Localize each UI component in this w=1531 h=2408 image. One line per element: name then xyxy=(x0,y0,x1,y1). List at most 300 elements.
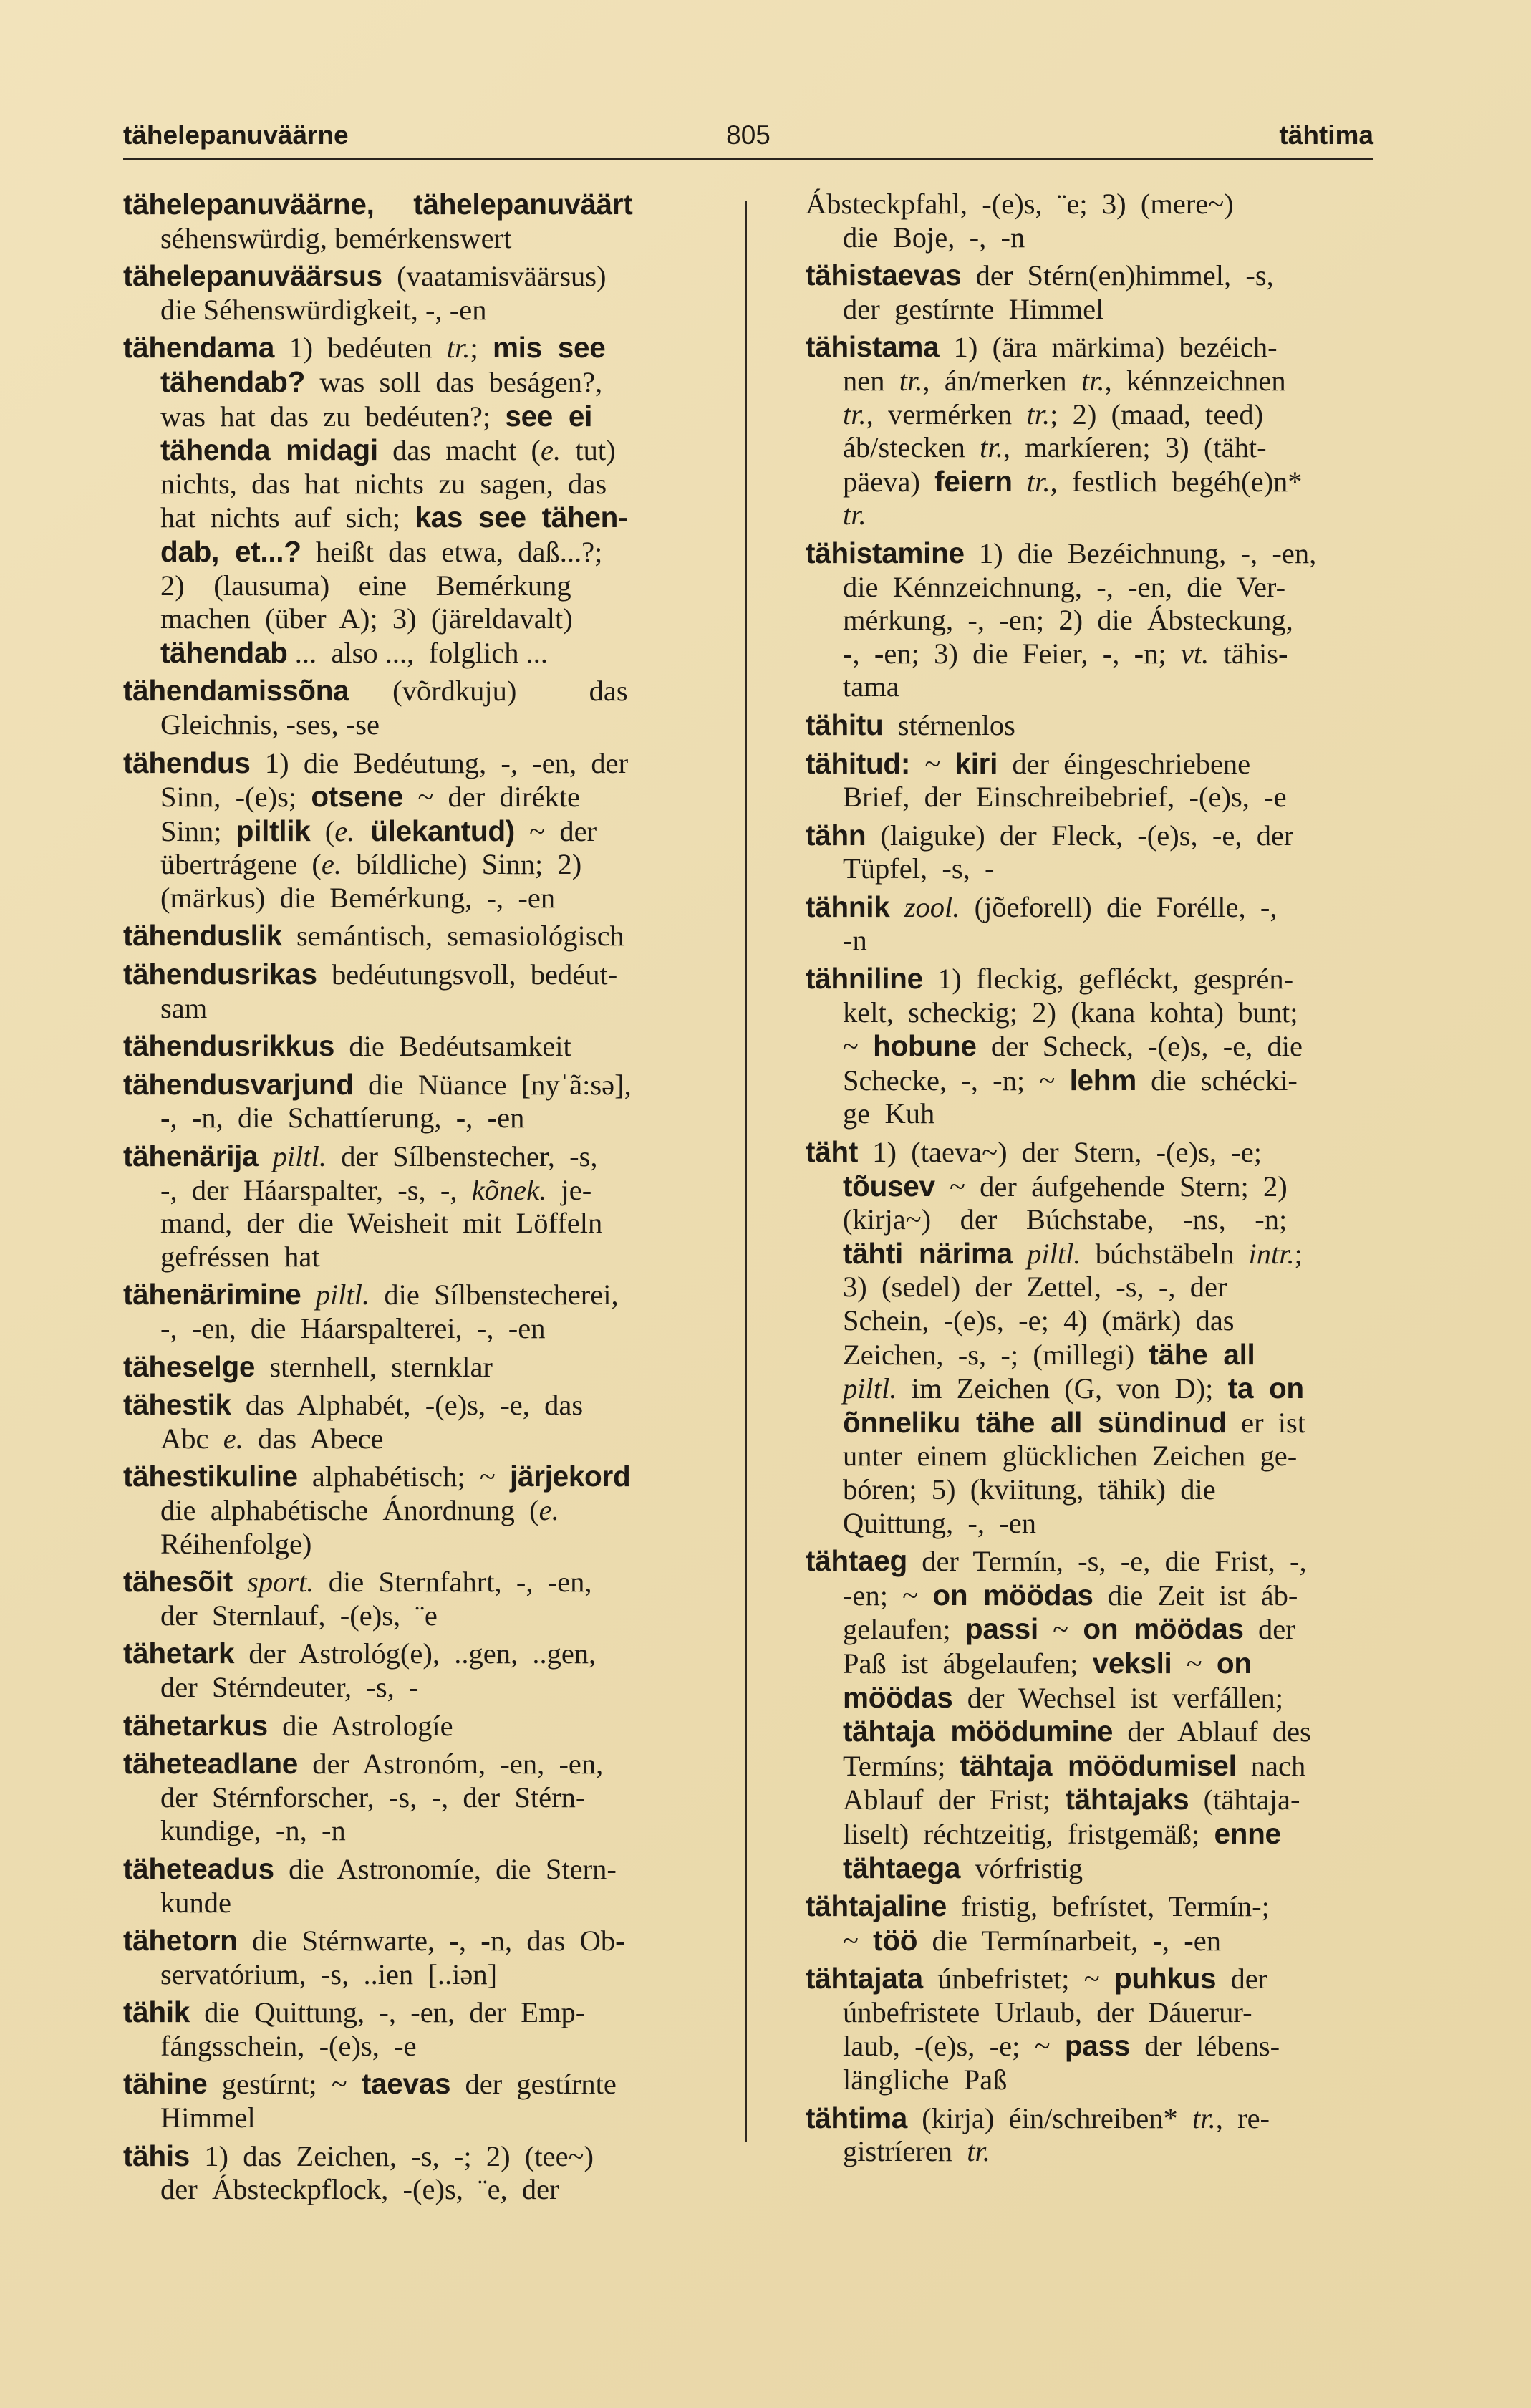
dictionary-entry xyxy=(806,536,1371,704)
entry-continuation-line xyxy=(806,670,1371,704)
definition-text: kundige, -n, -n xyxy=(160,1814,346,1847)
dictionary-entry xyxy=(123,1747,739,1848)
entry-continuation-line xyxy=(806,1029,1371,1064)
entry-continuation-line xyxy=(806,1237,1371,1271)
headword: tähnik xyxy=(806,890,890,923)
definition-text: búchstäbeln xyxy=(1081,1237,1249,1270)
definition-text: tähis- xyxy=(1209,637,1288,670)
label-abbreviation: e. xyxy=(334,814,355,847)
dictionary-entry xyxy=(123,1709,739,1743)
definition-text: (võrdkuju) das xyxy=(349,675,628,708)
definition-text: er ist xyxy=(1226,1406,1306,1439)
dictionary-entry xyxy=(806,1135,1371,1540)
entry-continuation-line xyxy=(123,1207,739,1241)
entry-continuation-line xyxy=(806,1406,1371,1440)
definition-text: Brief, der Einschreibebrief, -(e)s, -e xyxy=(843,781,1287,814)
headword: täheselge xyxy=(123,1349,256,1383)
definition-text: längliche Paß xyxy=(843,2063,1008,2096)
definition-text: was hat das zu bedéuten?; xyxy=(160,400,506,433)
entry-continuation-line xyxy=(123,433,739,468)
definition-text: (kirja) éin/schreiben* xyxy=(907,2101,1193,2134)
headword: tähendus xyxy=(123,746,251,779)
entry-first-line xyxy=(123,1852,739,1887)
definition-text: das Abece xyxy=(243,1422,384,1455)
entry-continuation-line xyxy=(123,2173,739,2207)
headword: dab, et...? xyxy=(160,534,301,568)
entry-continuation-line xyxy=(806,924,1371,958)
definition-text: Zeichen, -s, -; (millegi) xyxy=(843,1338,1149,1371)
entry-continuation-line xyxy=(123,1102,739,1135)
entry-continuation-line xyxy=(123,1241,739,1274)
definition-text: únbefristet; ~ xyxy=(922,1962,1114,1995)
definition-text: Réihenfolge) xyxy=(160,1527,312,1560)
dictionary-entry xyxy=(806,1889,1371,1957)
entry-first-line xyxy=(806,1135,1371,1170)
entry-continuation-line xyxy=(806,293,1371,327)
dictionary-entry xyxy=(123,1995,739,2063)
headword: tähendamissõna xyxy=(123,674,349,708)
entry-first-line xyxy=(806,330,1371,365)
definition-text: ~ xyxy=(910,747,955,780)
definition-text: (tähtaja- xyxy=(1189,1783,1300,1816)
entry-continuation-line xyxy=(806,2029,1371,2063)
entry-continuation-line xyxy=(806,1304,1371,1338)
label-abbreviation: tr. xyxy=(446,332,470,365)
headword: tähetorn xyxy=(123,1924,238,1957)
entry-continuation-line xyxy=(806,604,1371,637)
definition-text: (laiguke) der Fleck, -(e)s, -e, der xyxy=(866,819,1294,852)
entry-first-line xyxy=(123,1388,739,1422)
definition-text: fristig, befrístet, Termín-; xyxy=(947,1890,1270,1923)
label-abbreviation: tr. xyxy=(967,2135,990,2168)
entry-continuation-line xyxy=(806,465,1371,499)
entry-continuation-line xyxy=(806,1097,1371,1131)
definition-text: bedéutungsvoll, bedéut- xyxy=(317,958,618,991)
definition-text xyxy=(1013,1238,1027,1270)
definition-text: die Astronomíe, die Stern- xyxy=(274,1852,617,1885)
definition-text: der Astronóm, -en, -en, xyxy=(298,1748,604,1781)
headword: tähendab? xyxy=(160,365,306,398)
left-column xyxy=(123,188,739,2211)
entry-continuation-line xyxy=(123,1599,739,1633)
entry-continuation-line xyxy=(123,848,739,882)
definition-text: fángsschein, -(e)s, -e xyxy=(160,2029,417,2062)
headword: tähtaja möödumine xyxy=(843,1715,1114,1748)
headword: tähis xyxy=(123,2139,190,2172)
label-abbreviation: tr. xyxy=(1081,364,1105,397)
definition-text: Termíns; xyxy=(843,1749,960,1782)
definition-text: alphabétisch; ~ xyxy=(297,1460,511,1493)
entry-continuation-line xyxy=(123,400,739,434)
label-abbreviation: e. xyxy=(223,1422,243,1455)
entry-first-line xyxy=(123,1278,739,1312)
definition-text: , án/merken xyxy=(922,364,1081,397)
entry-first-line xyxy=(806,188,1371,221)
definition-text: (vaatamisväärsus) xyxy=(382,260,607,293)
definition-text: ; 2) (maad, teed) xyxy=(1050,398,1264,430)
definition-text: 1) das Zeichen, -s, -; 2) (tee~) xyxy=(190,2139,594,2172)
headword: tähenärija xyxy=(123,1140,259,1173)
definition-text: gelaufen; xyxy=(843,1613,965,1646)
headword: tähe all xyxy=(1149,1337,1255,1371)
entry-continuation-line xyxy=(123,780,739,814)
definition-text: ~ xyxy=(1038,1613,1083,1646)
definition-text: 1) (taeva~) der Stern, -(e)s, -e; xyxy=(858,1136,1262,1169)
headword: mis see xyxy=(492,331,606,365)
entry-continuation-line xyxy=(806,1064,1371,1098)
headword: tähelepanuväärne, tähelepanuväärt xyxy=(123,188,633,221)
entry-first-line xyxy=(806,962,1371,996)
headword: enne xyxy=(1214,1816,1281,1850)
headword: täheteadlane xyxy=(123,1747,298,1781)
definition-text xyxy=(233,1566,247,1598)
column-divider xyxy=(745,201,747,2142)
headword: tähenduslik xyxy=(123,919,282,953)
headword: tähestikuline xyxy=(123,1460,298,1493)
dictionary-entry xyxy=(806,890,1371,958)
definition-text: nach xyxy=(1236,1749,1306,1782)
entry-first-line xyxy=(123,188,739,222)
definition-text: der Stérn(en)himmel, -s, xyxy=(961,259,1274,292)
definition-text: der Stérndeuter, -s, - xyxy=(160,1670,419,1703)
dictionary-entry xyxy=(806,2101,1371,2169)
headword: tähtaeg xyxy=(806,1544,907,1578)
headword: tähitud: xyxy=(806,746,911,780)
definition-text: heißt das etwa, daß...?; xyxy=(301,535,603,568)
entry-first-line xyxy=(806,708,1371,743)
dictionary-entry xyxy=(123,1278,739,1345)
definition-text: mérkung, -, -en; 2) die Ábsteckung, xyxy=(843,604,1293,637)
label-abbreviation: kõnek. xyxy=(471,1173,547,1206)
definition-text: -, -n, die Schattíerung, -, -en xyxy=(160,1102,525,1135)
headword: õnneliku tähe all sündinud xyxy=(843,1405,1227,1439)
label-abbreviation: tr. xyxy=(1026,398,1051,430)
dictionary-entry xyxy=(806,259,1371,326)
definition-text: je- xyxy=(546,1173,592,1206)
entry-continuation-line xyxy=(806,1338,1371,1372)
header-rule xyxy=(123,158,1373,160)
entry-continuation-line xyxy=(806,1749,1371,1783)
label-abbreviation: zool. xyxy=(904,890,960,923)
entry-continuation-line xyxy=(806,1507,1371,1541)
entry-continuation-line xyxy=(806,365,1371,398)
label-abbreviation: vt. xyxy=(1180,637,1209,670)
headword: tähendusrikkus xyxy=(123,1029,335,1063)
definition-text: die Boje, -, -n xyxy=(843,221,1025,254)
headword: lehm xyxy=(1069,1063,1136,1097)
entry-continuation-line xyxy=(806,1783,1371,1817)
entry-continuation-line xyxy=(123,1174,739,1208)
definition-text: der Astrológ(e), ..gen, ..gen, xyxy=(234,1637,597,1670)
definition-text: die Séhenswürdigkeit, -, -en xyxy=(160,293,487,326)
entry-continuation-line xyxy=(123,535,739,569)
entry-continuation-line xyxy=(123,2101,739,2135)
headword: passi xyxy=(965,1612,1038,1646)
headword: on möödas xyxy=(932,1578,1093,1612)
headword: tähendusvarjund xyxy=(123,1067,354,1101)
headword: tähistaevas xyxy=(806,259,962,292)
headword: feiern xyxy=(934,464,1013,498)
headword: tähtajata xyxy=(806,1962,923,1995)
header-right-guideword: tähtima xyxy=(1279,120,1373,150)
definition-text: mand, der die Weisheit mit Löffeln xyxy=(160,1207,603,1240)
headword: tähetarkus xyxy=(123,1708,268,1742)
definition-text: der gestírnte Himmel xyxy=(843,292,1104,325)
entry-continuation-line xyxy=(806,571,1371,605)
definition-text: (jõeforell) die Forélle, -, xyxy=(960,890,1278,923)
definition-text: tama xyxy=(843,670,899,703)
headword: tähenärimine xyxy=(123,1278,301,1311)
definition-text: laub, -(e)s, -e; ~ xyxy=(843,2030,1065,2063)
headword: veksli xyxy=(1092,1646,1172,1680)
definition-text: séhenswürdig, bemérkenswert xyxy=(160,221,512,254)
entry-continuation-line xyxy=(123,2030,739,2063)
headword: tähtajaks xyxy=(1065,1783,1189,1816)
dictionary-entry xyxy=(123,1924,739,1991)
definition-text: der Stérnforscher, -s, -, der Stérn- xyxy=(160,1781,586,1814)
headword: tähti närima xyxy=(843,1236,1013,1270)
entry-first-line xyxy=(123,2067,739,2101)
definition-text: Schecke, -, -n; ~ xyxy=(843,1064,1070,1097)
headword: see ei xyxy=(505,399,593,433)
definition-text: die Sternfahrt, -, -en, xyxy=(314,1566,592,1599)
entry-continuation-line xyxy=(123,222,739,256)
definition-text: gistríeren xyxy=(843,2135,967,2168)
entry-continuation-line xyxy=(123,708,739,742)
definition-text: , festlich begéh(e)n* xyxy=(1050,465,1303,498)
entry-continuation-line xyxy=(123,365,739,400)
headword: tähtima xyxy=(806,2101,907,2134)
label-abbreviation: intr. xyxy=(1248,1237,1295,1270)
definition-text: der Ablauf des xyxy=(1113,1715,1311,1748)
headword: tähetark xyxy=(123,1637,235,1670)
definition-text: der Ábsteckpflock, -(e)s, ¨e, der xyxy=(160,2173,559,2206)
entry-continuation-line xyxy=(123,1958,739,1992)
headword: tähine xyxy=(123,2067,208,2101)
entry-continuation-line xyxy=(123,1422,739,1456)
definition-text: -, der Háarspalter, -s, -, xyxy=(160,1173,472,1206)
definition-text: semántisch, semasiológisch xyxy=(281,920,624,953)
right-column xyxy=(806,188,1371,2173)
definition-text: päeva) xyxy=(843,465,935,498)
headword: kas see tähen- xyxy=(415,501,628,534)
label-abbreviation: e. xyxy=(538,1493,559,1526)
definition-text: der Wechsel ist verfállen; xyxy=(952,1681,1284,1714)
definition-text: Himmel xyxy=(160,2101,256,2134)
definition-text: ~ der xyxy=(514,814,597,847)
definition-text: machen (über A); 3) (järeldavalt) xyxy=(160,602,573,635)
label-abbreviation: tr. xyxy=(1026,465,1051,498)
headword: tähitu xyxy=(806,708,884,741)
entry-continuation-line xyxy=(123,1887,739,1920)
definition-text: der Scheck, -(e)s, -e, die xyxy=(976,1030,1303,1063)
entry-continuation-line xyxy=(123,882,739,915)
definition-text: ~ xyxy=(843,1924,874,1957)
definition-text: Ábsteckpfahl, -(e)s, ¨e; 3) (mere~) xyxy=(806,188,1234,220)
definition-text: , re- xyxy=(1215,2101,1270,2134)
entry-continuation-line xyxy=(806,1170,1371,1204)
definition-text: 2) (lausuma) eine Bemérkung xyxy=(160,569,571,602)
entry-first-line xyxy=(806,2101,1371,2136)
entry-continuation-line xyxy=(123,1781,739,1815)
definition-text: was soll das beságen?, xyxy=(305,365,603,398)
entry-continuation-line xyxy=(806,1996,1371,2030)
entry-first-line xyxy=(123,1709,739,1743)
definition-text: sam xyxy=(160,991,208,1024)
dictionary-entry xyxy=(806,330,1371,532)
definition-text: im Zeichen (G, von D); xyxy=(897,1372,1228,1405)
dictionary-entry xyxy=(123,1852,739,1920)
definition-text: Tüpfel, -s, - xyxy=(843,852,995,885)
entry-continuation-line xyxy=(806,1203,1371,1237)
entry-first-line xyxy=(806,259,1371,293)
label-abbreviation: piltl. xyxy=(1027,1237,1081,1270)
entry-first-line xyxy=(123,1995,739,2030)
dictionary-entry xyxy=(806,1544,1371,1885)
headword: piltlik xyxy=(236,814,311,847)
definition-text: ~ xyxy=(843,1030,874,1063)
dictionary-entry xyxy=(123,746,739,915)
entry-continuation-line xyxy=(806,431,1371,465)
definition-text: das Alphabét, -(e)s, -e, das xyxy=(231,1389,584,1422)
definition-text: stérnenlos xyxy=(883,708,1015,741)
dictionary-entry xyxy=(123,1140,739,1273)
entry-first-line xyxy=(123,1747,739,1781)
definition-text: ~ der áufgehende Stern; 2) xyxy=(934,1170,1288,1203)
definition-text: Paß ist ábgelaufen; xyxy=(843,1647,1093,1680)
entry-continuation-line xyxy=(806,1924,1371,1958)
definition-text: nen xyxy=(843,364,899,397)
definition-text: Sinn; xyxy=(160,814,236,847)
dictionary-entry xyxy=(123,188,739,255)
entry-continuation-line xyxy=(123,1671,739,1705)
headword: tähistama xyxy=(806,330,940,364)
entry-continuation-line xyxy=(123,1312,739,1346)
definition-text: áb/stecken xyxy=(843,431,980,464)
dictionary-entry xyxy=(806,1962,1371,2096)
definition-text: Schein, -(e)s, -e; 4) (märk) das xyxy=(843,1304,1235,1337)
entry-continuation-line xyxy=(806,996,1371,1030)
headword: tähniline xyxy=(806,962,923,996)
entry-first-line xyxy=(123,2139,739,2174)
dictionary-entry xyxy=(806,747,1371,814)
entry-continuation-line xyxy=(806,1681,1371,1715)
entry-continuation-line xyxy=(806,1715,1371,1749)
dictionary-entry xyxy=(123,919,739,953)
definition-text: die Zeit ist áb- xyxy=(1093,1579,1298,1612)
definition-text: ... also ..., folglich ... xyxy=(287,636,548,669)
entry-first-line xyxy=(123,674,739,708)
headword: möödas xyxy=(843,1680,953,1714)
dictionary-entry xyxy=(123,1460,739,1561)
headword: tähn xyxy=(806,818,866,852)
definition-text: Sinn, -(e)s; xyxy=(160,781,311,814)
definition-text: (kirja~) der Búchstabe, -ns, -n; xyxy=(843,1203,1288,1236)
definition-text: Ablauf der Frist; xyxy=(843,1783,1066,1816)
entry-first-line xyxy=(123,1029,739,1064)
entry-first-line xyxy=(123,331,739,365)
entry-continuation-line xyxy=(806,2135,1371,2169)
entry-continuation-line xyxy=(123,1528,739,1561)
definition-text: , markíeren; 3) (täht- xyxy=(1003,431,1267,464)
dictionary-entry xyxy=(123,1388,739,1455)
entry-continuation-line xyxy=(123,602,739,636)
definition-text: die Bedéutsamkeit xyxy=(334,1030,571,1063)
definition-text: servatórium, -s, ..ien [..iən] xyxy=(160,1957,498,1990)
headword: on möödas xyxy=(1083,1612,1244,1646)
headword: täht xyxy=(806,1135,859,1169)
definition-text: 1) fleckig, gefléckt, gesprén- xyxy=(922,963,1294,996)
label-abbreviation: e. xyxy=(321,848,342,881)
dictionary-entry xyxy=(123,2067,739,2134)
dictionary-entry xyxy=(123,1565,739,1632)
entry-continuation-line xyxy=(806,852,1371,886)
definition-text: kunde xyxy=(160,1886,231,1919)
definition-text: hat nichts auf sich; xyxy=(160,501,415,534)
entry-continuation-line xyxy=(806,781,1371,814)
headword: järjekord xyxy=(510,1460,631,1493)
headword: otsene xyxy=(311,780,404,814)
entry-first-line xyxy=(806,1889,1371,1924)
headword: tähendama xyxy=(123,331,275,365)
headword: tõusev xyxy=(843,1169,935,1203)
label-abbreviation: tr. xyxy=(843,398,866,430)
headword: tähtaja möödumisel xyxy=(960,1748,1237,1782)
headword: kiri xyxy=(955,746,998,780)
dictionary-entry xyxy=(123,1029,739,1064)
definition-text: (märkus) die Bemérkung, -, -en xyxy=(160,881,556,914)
definition-text: gefréssen hat xyxy=(160,1240,320,1273)
headword: tähendusrikas xyxy=(123,958,317,991)
definition-text: -, -en, die Háarspalterei, -, -en xyxy=(160,1312,546,1344)
label-abbreviation: piltl. xyxy=(315,1278,370,1311)
entry-continuation-line xyxy=(806,1612,1371,1647)
definition-text: , vermérken xyxy=(866,398,1027,430)
page-header xyxy=(123,115,1373,158)
entry-continuation-line xyxy=(806,1817,1371,1851)
definition-text: ( xyxy=(310,814,335,847)
definition-text: übertrágene ( xyxy=(160,848,322,881)
definition-text: bóren; 5) (kviitung, tähik) die xyxy=(843,1473,1216,1506)
entry-first-line xyxy=(123,259,739,294)
definition-text: 1) (ära märkima) bezéich- xyxy=(939,331,1278,364)
label-abbreviation: piltl. xyxy=(272,1140,327,1173)
dictionary-entry xyxy=(123,1068,739,1135)
entry-continuation-line xyxy=(806,221,1371,255)
entry-first-line xyxy=(123,1565,739,1599)
definition-text: die Quittung, -, -en, der Emp- xyxy=(190,1996,586,2029)
entry-continuation-line xyxy=(123,814,739,849)
definition-text: -en; ~ xyxy=(843,1579,933,1612)
definition-text: liselt) réchtzeitig, fristgemäß; xyxy=(843,1817,1214,1850)
entry-first-line xyxy=(123,1924,739,1958)
entry-continuation-line xyxy=(806,2063,1371,2097)
entry-first-line xyxy=(123,919,739,953)
dictionary-entry xyxy=(806,962,1371,1131)
headword: täheteadus xyxy=(123,1851,274,1885)
definition-text: die Stérnwarte, -, -n, das Ob- xyxy=(237,1925,625,1957)
headword: tähistamine xyxy=(806,536,965,569)
label-abbreviation: piltl. xyxy=(843,1372,897,1405)
definition-text: das macht ( xyxy=(377,434,541,467)
definition-text: die Sílbenstecherei, xyxy=(370,1278,619,1311)
entry-continuation-line xyxy=(123,294,739,327)
label-abbreviation: tr. xyxy=(1192,2101,1216,2134)
entry-first-line xyxy=(123,958,739,992)
definition-text: sternhell, sternklar xyxy=(255,1350,493,1383)
headword: on xyxy=(1216,1646,1252,1680)
dictionary-entry xyxy=(123,259,739,327)
